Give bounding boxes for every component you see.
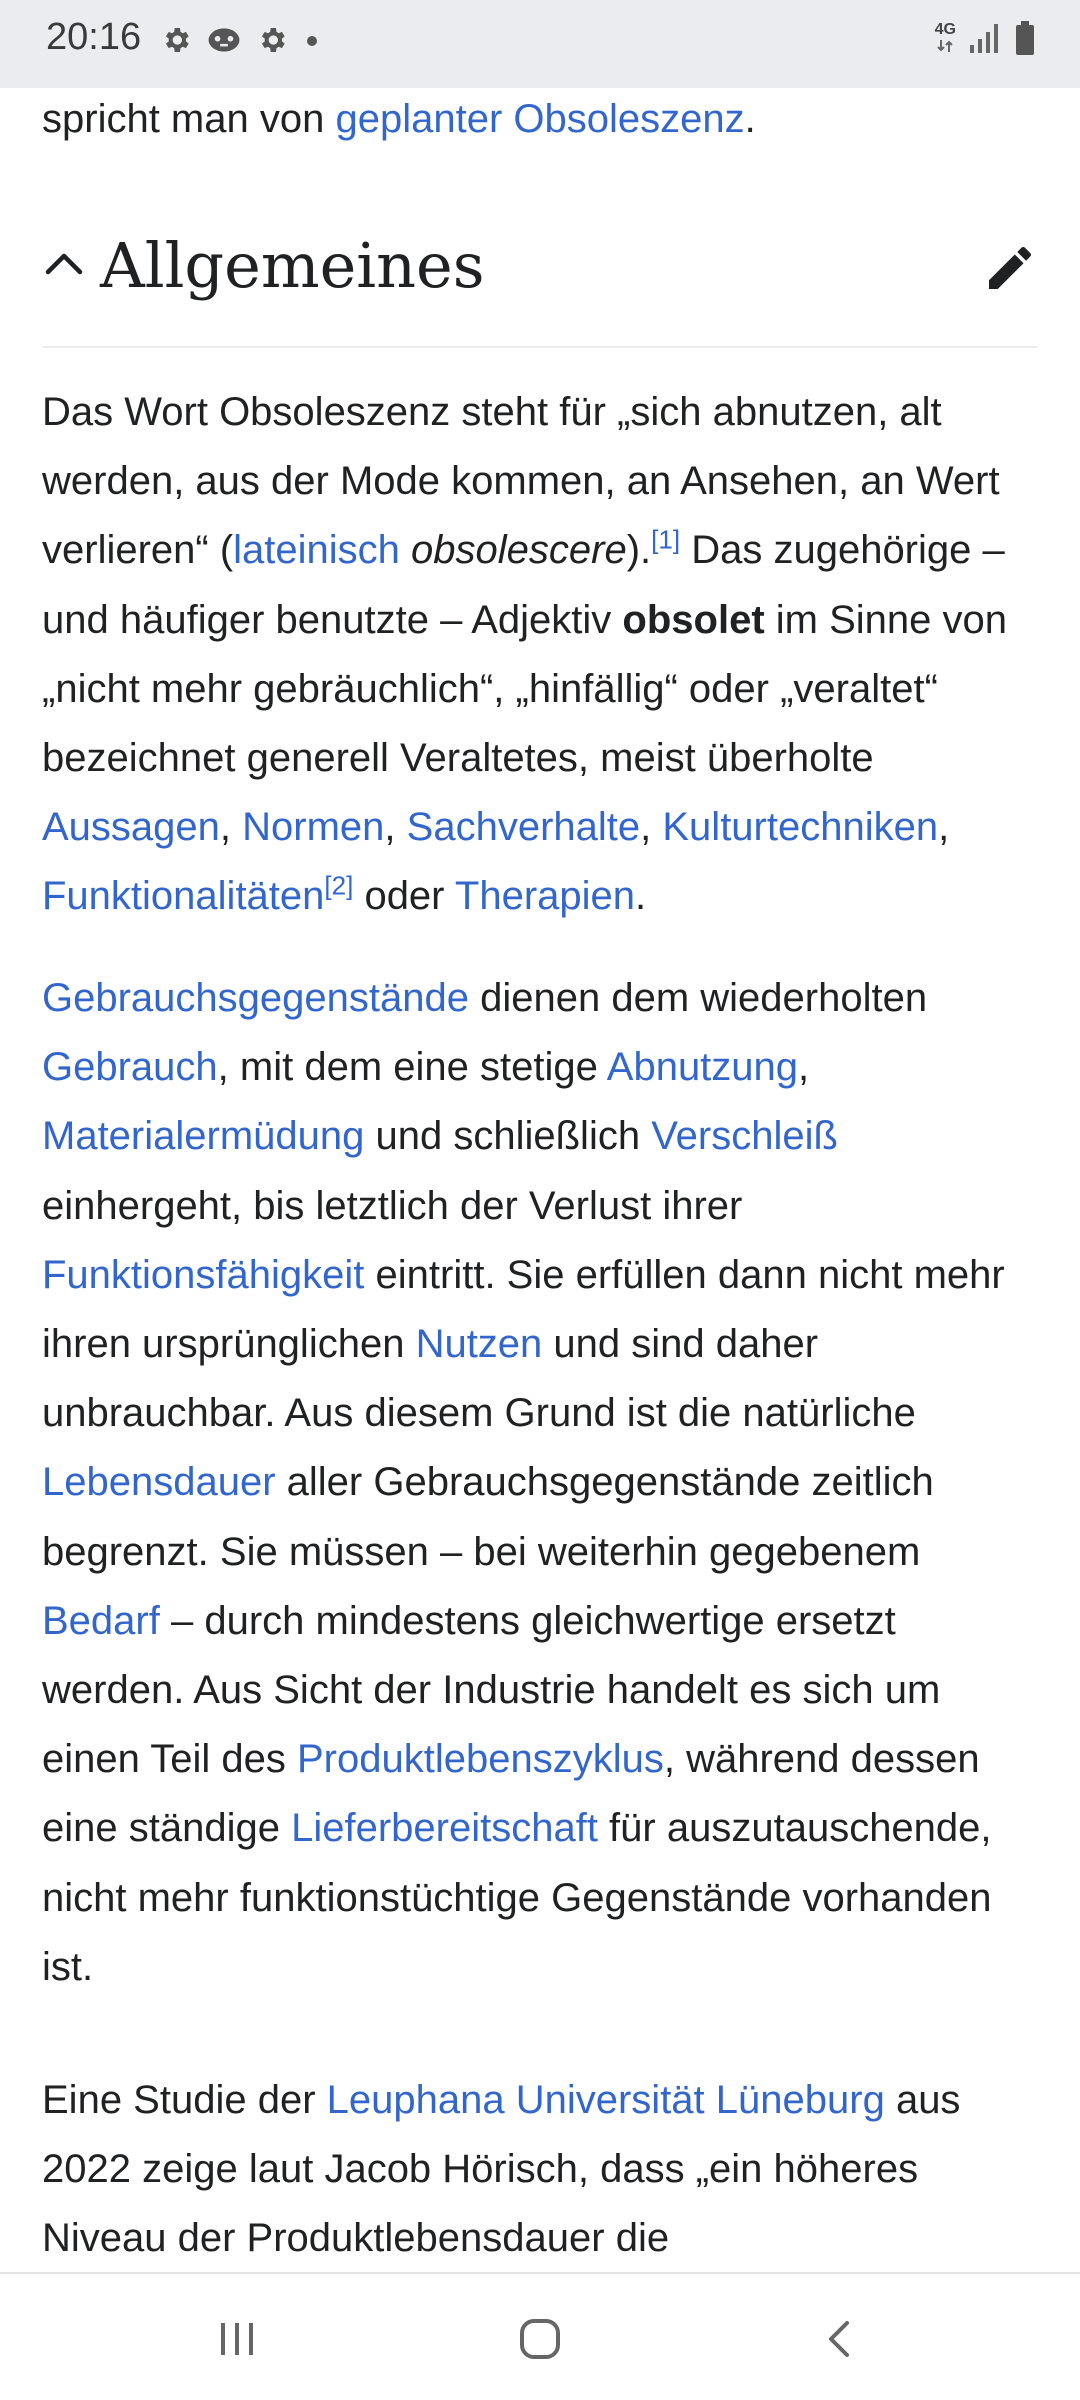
chevron-up-icon[interactable] (42, 242, 86, 286)
link-gebrauchsgegenstaende[interactable]: Gebrauchsgegenstände (42, 976, 469, 1020)
status-notification-icons (160, 24, 322, 56)
link-aussagen[interactable]: Aussagen (42, 805, 220, 850)
paragraph-2: Gebrauchsgegenstände dienen dem wiederholten Gebrauch, mit dem eine stetige Abnutzung, Materialermüdung und schließlich Verschleiß einhergeht, bis letztlich der Verlust ihrer Funktionsfähigkeit eintritt. Sie erfüllen dann nicht mehr ihren ursprünglichen Nutzen und sind daher unbrauchbar. Aus diesem Grund ist die natürliche Lebensdauer aller Gebrauchsgegenstände zeitlich begrenzt. Sie müssen – bei weiterhin gegebenem Bedarf – durch mindestens gleichwertige ersetzt werden. Aus Sicht der Industrie handelt es sich um einen Teil des Produktlebenszyklus, während dessen eine ständige Lieferbereitschaft für auszutauschende, nicht mehr funktionstüchtige Gegenstände vorhanden ist. (42, 976, 1005, 1989)
section-title: Allgemeines (100, 229, 485, 302)
link-gebrauch[interactable]: Gebrauch (42, 1045, 218, 1090)
link-lateinisch[interactable]: lateinisch (233, 528, 400, 573)
reference-2[interactable]: [2] (324, 871, 354, 902)
link-kulturtechniken[interactable]: Kulturtechniken (662, 805, 939, 850)
link-normen[interactable]: Normen (242, 805, 385, 850)
signal-icon (968, 21, 1002, 55)
link-sachverhalte[interactable]: Sachverhalte (406, 805, 641, 850)
recent-apps-button[interactable] (202, 2304, 272, 2374)
back-icon (819, 2317, 863, 2361)
status-time: 20:16 (46, 16, 142, 58)
reference-1[interactable]: [1] (651, 525, 681, 556)
link-funktionsfaehigkeit[interactable]: Funktionsfähigkeit (42, 1252, 365, 1297)
link-abnutzung[interactable]: Abnutzung (606, 1045, 799, 1090)
link-funktionalitaeten[interactable]: Funktionalitäten (42, 874, 325, 919)
status-bar (0, 0, 1080, 88)
link-produktlebenszyklus[interactable]: Produktlebenszyklus (297, 1737, 664, 1782)
link-geplante-obsoleszenz[interactable]: geplanter Obsoleszenz (335, 97, 745, 141)
link-therapien[interactable]: Therapien (454, 874, 636, 919)
home-button[interactable] (505, 2304, 575, 2374)
paragraph-1: Das Wort Obsoleszenz steht für „sich abnutzen, alt werden, aus der Mode kommen, an Ansehen, an Wert verlieren“ (lateinisch obsolescere).[1] Das zugehörige – und häufiger benutzte – Adjektiv obsolet im Sinne von „nicht mehr gebräuchlich“, „hinfällig“ oder „veraltet“ bezeichnet generell Veraltetes, meist überholte Aussagen, Normen, Sachverhalte, Kulturtechniken, Funktionalitäten[2] oder Therapien. (42, 390, 1007, 919)
link-leuphana-universitaet[interactable]: Leuphana Universität Lüneburg (326, 2078, 885, 2122)
latin-term: obsolescere (411, 528, 627, 573)
paragraph-3: Eine Studie der Leuphana Universität Lüneburg aus 2022 zeige laut Jacob Hörisch, dass „ein höheres Niveau der Produktlebensdauer die (42, 2078, 961, 2261)
link-materialermuedung[interactable]: Materialermüdung (42, 1114, 365, 1159)
link-verschleiss[interactable]: Verschleiß (651, 1114, 838, 1159)
back-button[interactable] (806, 2304, 876, 2374)
link-bedarf[interactable]: Bedarf (42, 1598, 160, 1643)
bold-term: obsolet (622, 597, 765, 642)
article-content (0, 88, 1080, 2272)
home-icon (516, 2315, 564, 2363)
game-controller-icon (206, 24, 242, 56)
battery-icon (1014, 20, 1036, 56)
notification-dot-icon (302, 24, 322, 56)
link-lebensdauer[interactable]: Lebensdauer (42, 1460, 276, 1505)
link-lieferbereitschaft[interactable]: Lieferbereitschaft (291, 1806, 598, 1851)
pencil-icon[interactable] (982, 240, 1038, 296)
gear-icon (256, 24, 288, 56)
data-arrows-icon (936, 38, 954, 54)
gear-icon (160, 24, 192, 56)
network-type: 4G (935, 22, 956, 54)
status-system-icons (935, 20, 1036, 56)
system-navigation-bar (0, 2272, 1080, 2400)
link-nutzen[interactable]: Nutzen (415, 1322, 543, 1367)
intro-paragraph-tail: spricht man von geplanter Obsoleszenz. (42, 97, 756, 141)
recent-apps-icon (215, 2317, 259, 2361)
section-heading-allgemeines[interactable] (42, 218, 1038, 348)
